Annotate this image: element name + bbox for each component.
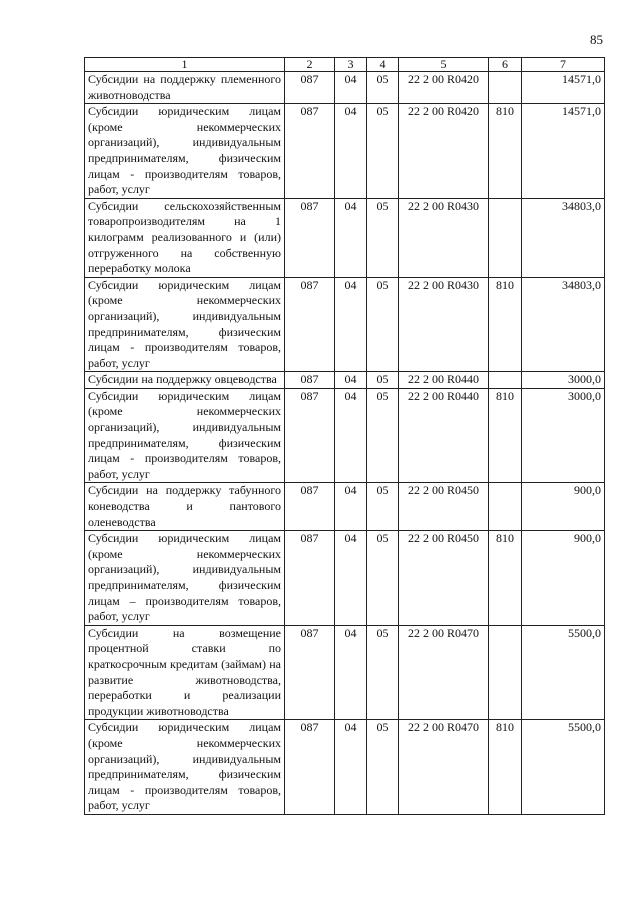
subsection-code: 05 — [367, 531, 399, 626]
ministry-code: 087 — [285, 72, 335, 104]
amount: 34803,0 — [522, 198, 605, 277]
target-article: 22 2 00 R0470 — [399, 625, 489, 720]
row-name: Субсидии юридическим лицам (кроме некоммерческих организаций), индивидуальным предпринимателям, физическим лицам - производителям товаров, работ, услуг — [85, 277, 285, 372]
row-name: Субсидии юридическим лицам (кроме некоммерческих организаций), индивидуальным предпринимателям, физическим лицам - производителям товаров, работ, услуг — [85, 104, 285, 199]
ministry-code: 087 — [285, 372, 335, 389]
expense-type: 810 — [489, 277, 522, 372]
target-article: 22 2 00 R0420 — [399, 104, 489, 199]
expense-type — [489, 372, 522, 389]
table-row — [85, 277, 605, 372]
ministry-code: 087 — [285, 483, 335, 531]
subsection-code: 05 — [367, 277, 399, 372]
row-name: Субсидии на поддержку табунного коневодства и пантового оленеводства — [85, 483, 285, 531]
column-header-3: 3 — [335, 58, 367, 72]
subsection-code: 05 — [367, 372, 399, 389]
ministry-code: 087 — [285, 104, 335, 199]
section-code: 04 — [335, 625, 367, 720]
section-code: 04 — [335, 531, 367, 626]
amount: 900,0 — [522, 531, 605, 626]
budget-table — [84, 57, 605, 815]
expense-type — [489, 483, 522, 531]
target-article: 22 2 00 R0440 — [399, 388, 489, 483]
table-row — [85, 372, 605, 389]
column-header-2: 2 — [285, 58, 335, 72]
subsection-code: 05 — [367, 720, 399, 815]
amount: 5500,0 — [522, 720, 605, 815]
ministry-code: 087 — [285, 625, 335, 720]
expense-type: 810 — [489, 388, 522, 483]
expense-type: 810 — [489, 104, 522, 199]
expense-type: 810 — [489, 531, 522, 626]
table-row — [85, 388, 605, 483]
target-article: 22 2 00 R0440 — [399, 372, 489, 389]
subsection-code: 05 — [367, 72, 399, 104]
column-header-7: 7 — [522, 58, 605, 72]
table-row — [85, 198, 605, 277]
row-name: Субсидии юридическим лицам (кроме некоммерческих организаций), индивидуальным предпринимателям, физическим лицам - производителям товаров, работ, услуг — [85, 720, 285, 815]
amount: 900,0 — [522, 483, 605, 531]
table-row — [85, 531, 605, 626]
amount: 34803,0 — [522, 277, 605, 372]
row-name: Субсидии юридическим лицам (кроме некоммерческих организаций), индивидуальным предпринимателям, физическим лицам – производителям товаров, работ, услуг — [85, 531, 285, 626]
target-article: 22 2 00 R0470 — [399, 720, 489, 815]
section-code: 04 — [335, 277, 367, 372]
row-name: Субсидии юридическим лицам (кроме некоммерческих организаций), индивидуальным предпринимателям, физическим лицам - производителям товаров, работ, услуг — [85, 388, 285, 483]
amount: 3000,0 — [522, 388, 605, 483]
expense-type: 810 — [489, 720, 522, 815]
subsection-code: 05 — [367, 625, 399, 720]
section-code: 04 — [335, 198, 367, 277]
expense-type — [489, 625, 522, 720]
amount: 14571,0 — [522, 104, 605, 199]
row-name: Субсидии на поддержку овцеводства — [85, 372, 285, 389]
subsection-code: 05 — [367, 198, 399, 277]
expense-type — [489, 198, 522, 277]
header-row — [85, 58, 605, 72]
ministry-code: 087 — [285, 277, 335, 372]
ministry-code: 087 — [285, 531, 335, 626]
section-code: 04 — [335, 388, 367, 483]
amount: 5500,0 — [522, 625, 605, 720]
subsection-code: 05 — [367, 483, 399, 531]
section-code: 04 — [335, 720, 367, 815]
page-number: 85 — [590, 32, 603, 47]
amount: 3000,0 — [522, 372, 605, 389]
section-code: 04 — [335, 372, 367, 389]
amount: 14571,0 — [522, 72, 605, 104]
table-row — [85, 483, 605, 531]
target-article: 22 2 00 R0430 — [399, 198, 489, 277]
section-code: 04 — [335, 483, 367, 531]
subsection-code: 05 — [367, 104, 399, 199]
column-header-6: 6 — [489, 58, 522, 72]
row-name: Субсидии на возмещение процентной ставки по краткосрочным кредитам (займам) на развитие животноводства, переработки и реализации продукции животноводства — [85, 625, 285, 720]
row-name: Субсидии сельскохозяйственным товаропроизводителям на 1 килограмм реализованного и (или) отгруженного на собственную переработку молока — [85, 198, 285, 277]
column-header-5: 5 — [399, 58, 489, 72]
column-header-1: 1 — [85, 58, 285, 72]
target-article: 22 2 00 R0430 — [399, 277, 489, 372]
table-row — [85, 625, 605, 720]
section-code: 04 — [335, 104, 367, 199]
ministry-code: 087 — [285, 198, 335, 277]
table-row — [85, 720, 605, 815]
expense-type — [489, 72, 522, 104]
target-article: 22 2 00 R0450 — [399, 483, 489, 531]
row-name: Субсидии на поддержку племенного животноводства — [85, 72, 285, 104]
column-header-4: 4 — [367, 58, 399, 72]
ministry-code: 087 — [285, 720, 335, 815]
table-row — [85, 104, 605, 199]
table-row — [85, 72, 605, 104]
target-article: 22 2 00 R0420 — [399, 72, 489, 104]
subsection-code: 05 — [367, 388, 399, 483]
section-code: 04 — [335, 72, 367, 104]
ministry-code: 087 — [285, 388, 335, 483]
target-article: 22 2 00 R0450 — [399, 531, 489, 626]
